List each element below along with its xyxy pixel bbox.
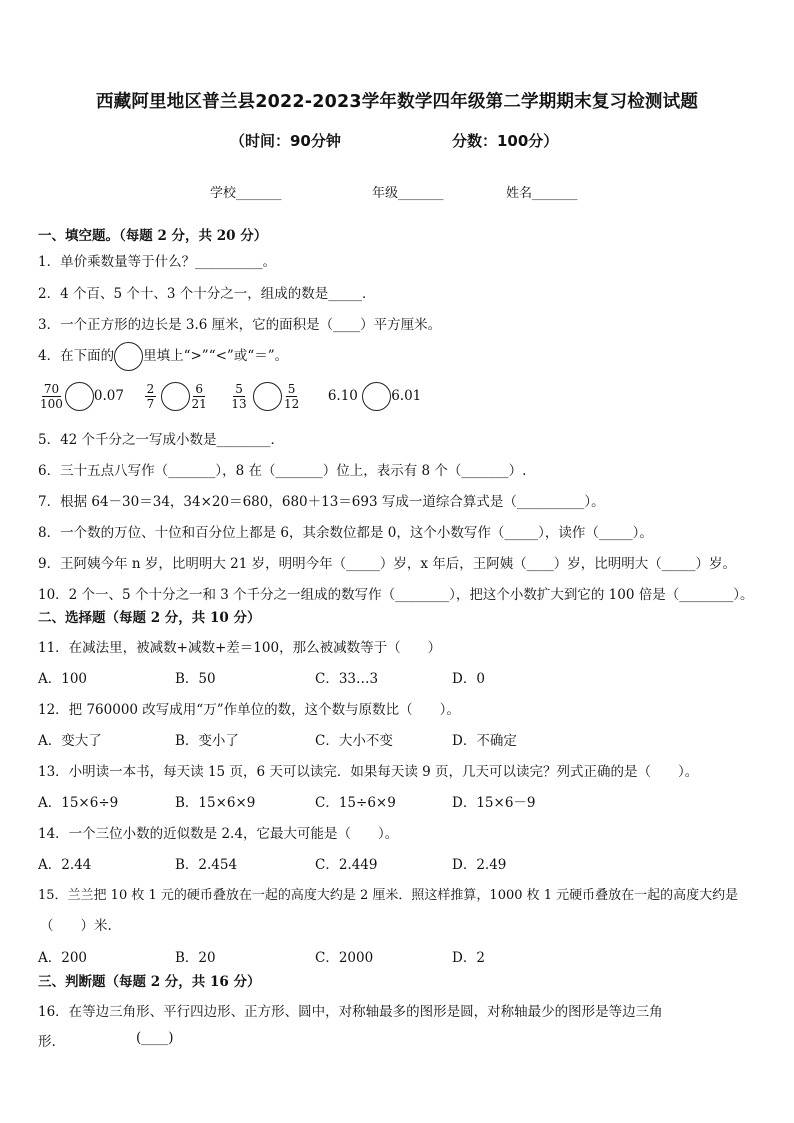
section-fill-in: 一、填空题。（每题 2 分，共 20 分）	[38, 228, 268, 244]
fraction-70-100: $\frac{70}{100}$	[40, 382, 63, 411]
question-15: 15．兰兰把 10 枚 1 元的硬币叠放在一起的高度大约是 2 厘米．照这样推算，1000 枚 1 元硬币叠放在一起的高度大约是	[38, 888, 739, 903]
q11-option-a[interactable]: A．100	[38, 671, 88, 687]
q13-option-c[interactable]: C．15÷6×9	[315, 795, 396, 811]
name-field: 姓名_______	[506, 186, 578, 201]
fraction-5-13: $\frac{5}{13}$	[231, 382, 247, 411]
value-0-07: 0.07	[93, 388, 124, 404]
q14-option-b[interactable]: B．2.454	[175, 857, 238, 873]
section-choice: 二、选择题（每题 2 分，共 10 分）	[38, 610, 261, 626]
q13-option-a[interactable]: A．15×6÷9	[38, 795, 119, 811]
compare-circle-4[interactable]	[362, 382, 391, 411]
question-5: 5．42 个千分之一写成小数是________．	[38, 432, 285, 448]
q12-option-a[interactable]: A．变大了	[38, 733, 102, 749]
question-4-prefix: 4．在下面的	[38, 348, 115, 364]
fraction-6-21: $\frac{6}{21}$	[191, 382, 207, 411]
question-4-suffix: 里填上“>”“<”或“＝”。	[143, 348, 289, 364]
q15-option-a[interactable]: A．200	[38, 950, 88, 966]
question-1: 1．单价乘数量等于什么？__________。	[38, 254, 277, 270]
q16-answer-blank[interactable]: (____)	[136, 1030, 174, 1046]
question-4	[38, 342, 288, 371]
question-8: 8．一个数的万位、十位和百分位上都是 6，其余数位都是 0，这个小数写作（_____），读作（_____）。	[38, 525, 653, 541]
q15-option-c[interactable]: C．2000	[315, 950, 374, 966]
q12-option-d[interactable]: D．不确定	[452, 733, 517, 749]
q13-option-d[interactable]: D．15×6－9	[452, 795, 536, 811]
question-2: 2．4 个百、5 个十、3 个十分之一，组成的数是_____．	[38, 286, 376, 302]
question-13: 13．小明读一本书，每天读 15 页，6 天可以读完．如果每天读 9 页，几天可以读完？列式正确的是（ ）。	[38, 764, 699, 780]
question-3: 3．一个正方形的边长是 3.6 厘米，它的面积是（____）平方厘米。	[38, 317, 442, 333]
q13-option-b[interactable]: B．15×6×9	[175, 795, 256, 811]
compare-circle-1[interactable]	[65, 382, 94, 411]
question-16: 16．在等边三角形、平行四边形、正方形、圆中，对称轴最多的图形是圆，对称轴最少的图形是等边三角	[38, 1004, 663, 1020]
exam-score: 分数：100分）	[452, 132, 559, 150]
grade-field: 年级_______	[372, 186, 444, 201]
comparison-row	[38, 382, 421, 411]
fraction-5-12: $\frac{5}{12}$	[283, 382, 300, 411]
question-16-cont: 形.	[38, 1034, 56, 1050]
answer-circle	[114, 342, 143, 371]
q14-option-a[interactable]: A．2.44	[38, 857, 92, 873]
value-6-10: 6.10	[327, 388, 358, 404]
q11-option-b[interactable]: B．50	[175, 671, 216, 687]
q11-option-d[interactable]: D．0	[452, 671, 485, 687]
exam-title: 西藏阿里地区普兰县2022-2023学年数学四年级第二学期期末复习检测试题	[95, 92, 699, 112]
compare-circle-3[interactable]	[253, 382, 282, 411]
value-6-01: 6.01	[391, 388, 422, 404]
school-field: 学校_______	[210, 186, 282, 201]
q14-option-d[interactable]: D．2.49	[452, 857, 507, 873]
q12-option-b[interactable]: B．变小了	[175, 733, 239, 749]
question-9: 9．王阿姨今年 n 岁，比明明大 21 岁，明明今年（_____）岁，x 年后，王阿姨（____）岁，比明明大（_____）岁。	[38, 556, 737, 572]
question-7: 7．根据 64－30＝34，34×20＝680，680＋13＝693 写成一道综合算式是（__________）。	[38, 494, 605, 510]
q15-option-b[interactable]: B．20	[175, 950, 216, 966]
question-6: 6．三十五点八写作（_______），8 在（_______）位上，表示有 8 个（_______）.	[38, 463, 527, 479]
section-judge: 三、判断题（每题 2 分，共 16 分）	[38, 974, 261, 990]
q12-option-c[interactable]: C．大小不变	[315, 733, 393, 749]
q11-option-c[interactable]: C．33…3	[315, 671, 379, 687]
fraction-2-7: $\frac{2}{7}$	[146, 382, 155, 411]
question-14: 14．一个三位小数的近似数是 2.4，它最大可能是（ ）。	[38, 826, 399, 842]
q14-option-c[interactable]: C．2.449	[315, 857, 378, 873]
question-10: 10．2 个一、5 个十分之一和 3 个千分之一组成的数写作（________），把这个小数扩大到它的 100 倍是（________）。	[38, 587, 754, 603]
compare-circle-2[interactable]	[161, 382, 190, 411]
question-15-cont: （ ）米.	[40, 918, 112, 934]
q15-option-d[interactable]: D．2	[452, 950, 485, 966]
exam-time: （时间：90分钟	[230, 132, 341, 150]
question-12: 12．把 760000 改写成用“万”作单位的数，这个数与原数比（ ）。	[38, 702, 460, 718]
question-11: 11．在减法里，被减数+减数+差＝100，那么被减数等于（ ）	[38, 640, 442, 656]
